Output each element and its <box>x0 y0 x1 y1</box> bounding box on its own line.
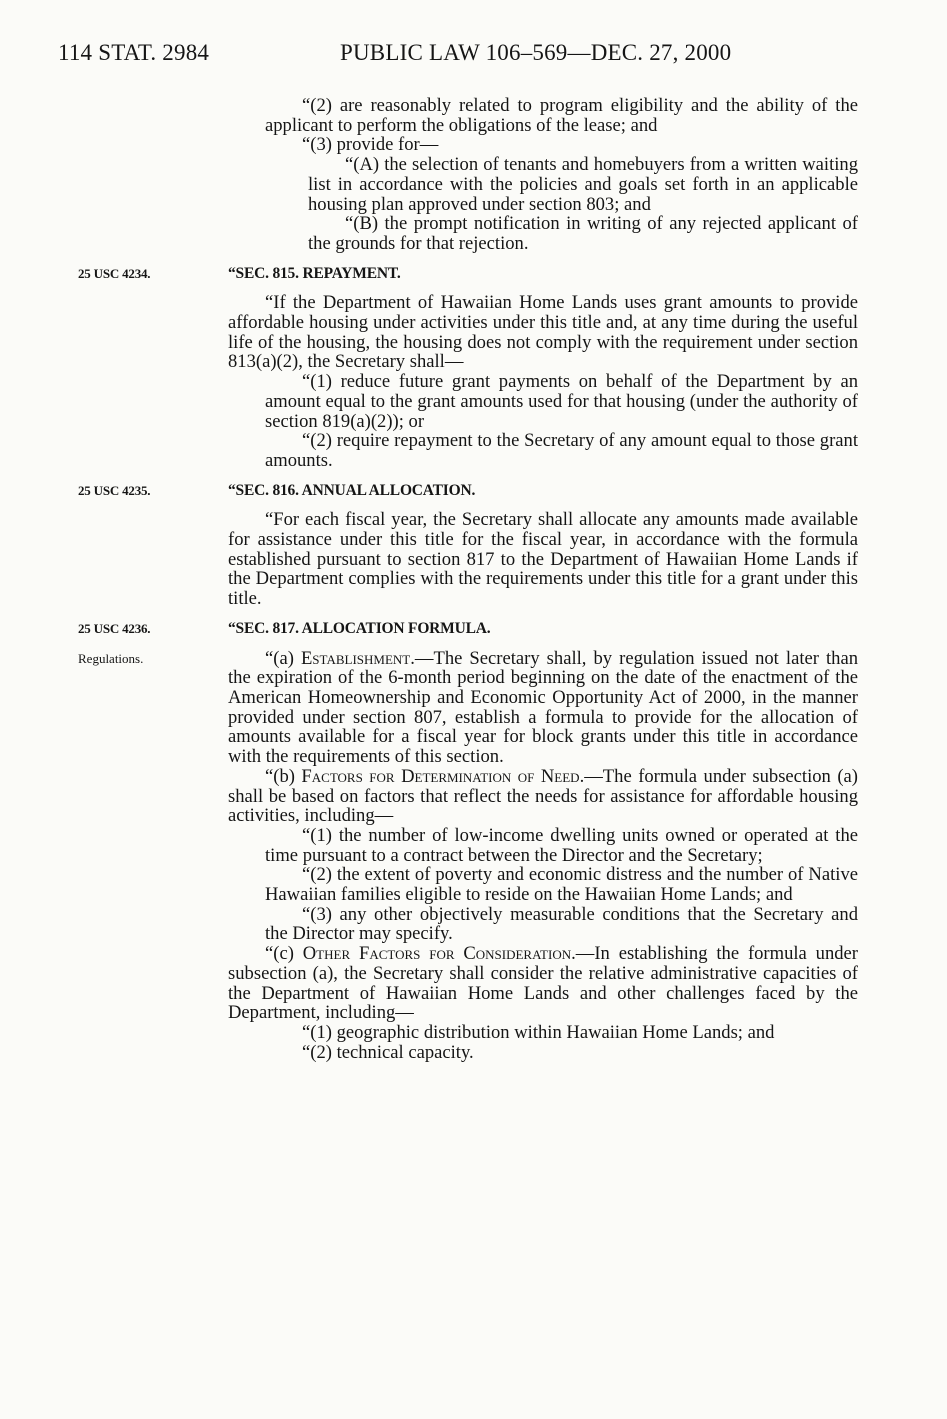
section-815-heading <box>78 264 858 284</box>
subsection-a-caption: Establishment <box>300 647 411 669</box>
subsection-c-lead: “(c) <box>265 943 303 965</box>
subsection-c-caption: Other Factors for Consideration <box>302 943 572 965</box>
clause-2-paragraph: “(2) are reasonably related to program eligibility and the ability of the applicant to perform the obligations of the lease; and <box>265 95 858 136</box>
public-law-title: PUBLIC LAW 106–569—DEC. 27, 2000 <box>340 40 732 65</box>
clause-3a-paragraph: “(A) the selection of tenants and homebuyers from a written waiting list in accordance with the policies and goals set forth in an applicable housing plan approved under section 803; and <box>308 154 858 215</box>
section-815-body: “If the Department of Hawaiian Home Lands uses grant amounts to provide affordable housing under activities under this title and, at any time during the useful life of the housing, the housing does not comply with the requirement under section 813(a)(2), the Secretary shall— <box>228 292 858 373</box>
subsection-b-text: .—The formula under subsection (a) shall be based on factors that reflect the needs for assistance for affordable housing activities, including— <box>228 765 858 827</box>
margin-note-25-usc-4235: 25 USC 4235. <box>78 482 151 498</box>
section-815-title: “SEC. 815. REPAYMENT. <box>228 264 401 282</box>
margin-note-regulations: Regulations. <box>78 650 144 666</box>
margin-note-25-usc-4236: 25 USC 4236. <box>78 620 151 636</box>
clause-3-paragraph: “(3) provide for— <box>302 134 439 156</box>
subsection-b-lead: “(b) <box>265 765 302 787</box>
section-815-clause-1: “(1) reduce future grant payments on behalf of the Department by an amount equal to the grant amounts used for that housing (under the authority of section 819(a)(2)); or <box>265 371 858 432</box>
section-816-title: “SEC. 816. ANNUAL ALLOCATION. <box>228 481 476 499</box>
section-816-body: “For each fiscal year, the Secretary shall allocate any amounts made available for assistance under this title for the fiscal year, in accordance with the formula established pursuant to section 817 to the Department of Hawaiian Home Lands if the Department complies with the requirements under this title for a grant under this title. <box>228 509 858 610</box>
section-815-clause-2: “(2) require repayment to the Secretary of any amount equal to those grant amounts. <box>265 430 858 471</box>
subsection-b-clause-1: “(1) the number of low-income dwelling units owned or operated at the time pursuant to a contract between the Director and the Secretary; <box>265 824 858 866</box>
subsection-b-clause-2: “(2) the extent of poverty and economic distress and the number of Native Hawaiian families eligible to reside on the Hawaiian Home Lands; and <box>265 864 858 906</box>
subsection-c-text: .—In establishing the formula under subsection (a), the Secretary shall consider the relative administrative capacities of the Department of Hawaiian Home Lands and other challenges faced by the Department, including— <box>228 943 858 1024</box>
clause-3b-paragraph: “(B) the prompt notification in writing of any rejected applicant of the grounds for that rejection. <box>308 213 858 254</box>
section-817-subsection-c <box>228 944 858 1023</box>
margin-note-25-usc-4234: 25 USC 4234. <box>78 265 151 281</box>
subsection-c-clause-2: “(2) technical capacity. <box>302 1041 474 1063</box>
stat-citation: 114 STAT. 2984 <box>58 40 210 65</box>
section-817-title: “SEC. 817. ALLOCATION FORMULA. <box>228 619 491 637</box>
section-817-subsection-b <box>228 767 858 826</box>
subsection-c-clause-1: “(1) geographic distribution within Hawaiian Home Lands; and <box>302 1021 775 1043</box>
subsection-a-lead: “(a) <box>265 647 301 669</box>
section-817-heading <box>78 619 858 639</box>
section-816-heading <box>78 481 858 501</box>
section-817-subsection-a <box>78 647 858 768</box>
subsection-b-clause-3: “(3) any other objectively measurable conditions that the Secretary and the Director may specify. <box>265 903 858 945</box>
subsection-a-text: .—The Secretary shall, by regulation issued not later than the expiration of the 6-month period beginning on the date of the enactment of the American Homeownership and Economic Opportunity Act of 2000, in the manner provided under section 807, establish a formula to provide for the allocation of amounts available for a fiscal year for block grants under this title in accordance with the requirements of this section. <box>228 647 858 768</box>
document-body <box>78 95 858 1063</box>
subsection-b-caption: Factors for Determination of Need <box>301 765 580 787</box>
